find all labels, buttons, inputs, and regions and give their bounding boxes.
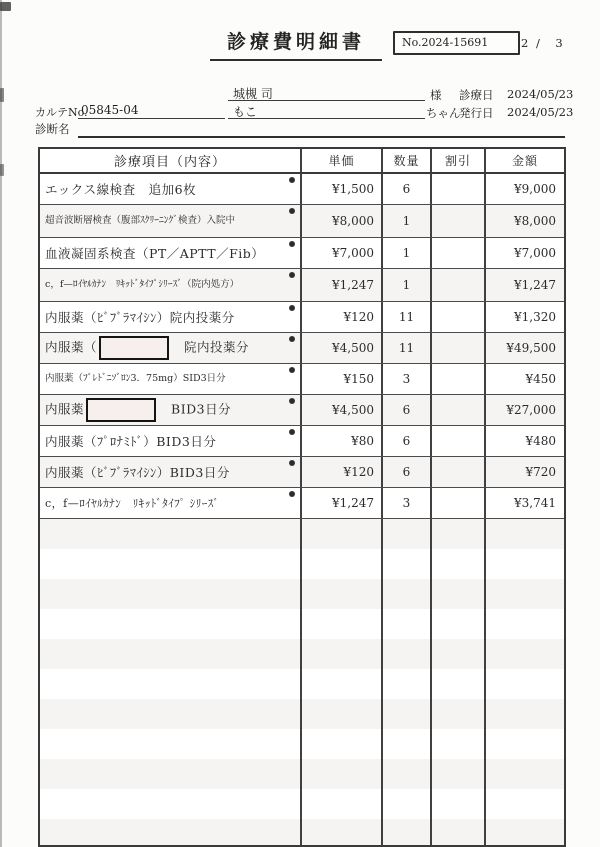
unit-price-cell: ¥4,500 bbox=[302, 333, 383, 363]
amount-cell bbox=[486, 639, 564, 669]
record-bullet-icon bbox=[289, 305, 295, 311]
quantity-cell bbox=[383, 549, 432, 579]
quantity-cell: 6 bbox=[383, 426, 432, 456]
amount-cell: ¥9,000 bbox=[514, 182, 556, 196]
table-row bbox=[40, 639, 564, 669]
item-text: 内服薬（ﾋﾞﾌﾞﾗﾏｲｼﾝ）院内投薬分 bbox=[45, 310, 235, 325]
quantity-cell bbox=[383, 609, 432, 639]
table-row bbox=[40, 729, 564, 759]
quantity-cell bbox=[383, 819, 432, 847]
amount-cell bbox=[486, 519, 564, 549]
record-bullet-icon bbox=[289, 241, 295, 247]
amount-cell bbox=[486, 579, 564, 609]
item-cell bbox=[40, 426, 302, 456]
record-bullet-icon bbox=[289, 336, 295, 342]
amount-cell: ¥450 bbox=[525, 372, 556, 386]
page-number: 2 / 3 bbox=[521, 36, 565, 50]
discount-cell bbox=[432, 302, 486, 332]
item-text: 血液凝固系検査（PT／APTT／Fib） bbox=[45, 246, 265, 261]
amount-cell bbox=[486, 669, 564, 699]
table-row bbox=[40, 819, 564, 847]
discount-cell bbox=[432, 269, 486, 301]
header-unit-price: 単価 bbox=[302, 149, 383, 172]
item-cell bbox=[40, 395, 302, 425]
record-bullet-icon bbox=[289, 208, 295, 214]
unit-price-cell bbox=[302, 729, 383, 759]
quantity-cell: 11 bbox=[383, 333, 432, 363]
item-cell bbox=[40, 819, 302, 847]
pet-name: もこ bbox=[233, 105, 258, 119]
quantity-cell: 6 bbox=[383, 395, 432, 425]
amount-cell bbox=[486, 609, 564, 639]
amount-cell bbox=[486, 699, 564, 729]
unit-price-cell bbox=[302, 639, 383, 669]
table-header-row bbox=[40, 149, 564, 174]
table-row bbox=[40, 579, 564, 609]
item-cell bbox=[40, 759, 302, 789]
quantity-cell bbox=[383, 519, 432, 549]
item-text: 内服薬 BID3日分 bbox=[45, 398, 231, 422]
scan-artifact bbox=[0, 164, 4, 176]
amount-cell: ¥720 bbox=[525, 465, 556, 479]
unit-price-cell bbox=[302, 549, 383, 579]
record-bullet-icon bbox=[289, 177, 295, 183]
page-title: 診療費明細書 bbox=[210, 27, 382, 61]
karte-no-label: カルテNo. bbox=[35, 106, 88, 119]
record-bullet-icon bbox=[289, 491, 295, 497]
discount-cell bbox=[432, 174, 486, 204]
item-text: 内服薬（ﾌﾟﾛﾅﾐﾄﾞ）BID3日分 bbox=[45, 434, 217, 449]
quantity-cell bbox=[383, 759, 432, 789]
unit-price-cell: ¥1,247 bbox=[302, 488, 383, 518]
amount-cell: ¥27,000 bbox=[506, 403, 556, 417]
pet-name-underline bbox=[228, 118, 425, 119]
item-text: c，f—ﾛｲﾔﾙｶﾅﾝ ﾘｷｯﾄﾞﾀｲﾌﾟｼﾘｰｽﾞ（院内処方） bbox=[45, 279, 240, 291]
record-bullet-icon bbox=[289, 429, 295, 435]
discount-cell bbox=[432, 549, 486, 579]
amount-cell: ¥7,000 bbox=[514, 246, 556, 260]
visit-date-label: 診療日 bbox=[459, 88, 494, 102]
discount-cell bbox=[432, 669, 486, 699]
discount-cell bbox=[432, 457, 486, 487]
quantity-cell bbox=[383, 579, 432, 609]
visit-date: 2024/05/23 bbox=[507, 87, 574, 101]
table-row bbox=[40, 549, 564, 579]
quantity-cell: 3 bbox=[383, 364, 432, 394]
unit-price-cell: ¥7,000 bbox=[302, 238, 383, 268]
pet-honorific: ちゃん bbox=[426, 106, 461, 120]
discount-cell bbox=[432, 333, 486, 363]
header-item: 診療項目（内容） bbox=[40, 149, 302, 172]
item-cell bbox=[40, 789, 302, 819]
table-row bbox=[40, 364, 564, 395]
table-row bbox=[40, 669, 564, 699]
diagnosis-label: 診断名 bbox=[35, 122, 70, 136]
unit-price-cell: ¥1,500 bbox=[302, 174, 383, 204]
quantity-cell: 11 bbox=[383, 302, 432, 332]
amount-cell: ¥49,500 bbox=[506, 341, 556, 355]
item-cell bbox=[40, 519, 302, 549]
amount-cell: ¥1,247 bbox=[514, 278, 556, 292]
discount-cell bbox=[432, 729, 486, 759]
item-text: エックス線検査 追加6枚 bbox=[45, 182, 197, 197]
scan-artifact bbox=[0, 88, 4, 102]
item-cell bbox=[40, 205, 302, 237]
item-cell bbox=[40, 269, 302, 301]
discount-cell bbox=[432, 205, 486, 237]
quantity-cell bbox=[383, 639, 432, 669]
item-cell bbox=[40, 579, 302, 609]
item-cell bbox=[40, 302, 302, 332]
item-cell bbox=[40, 174, 302, 204]
table-row bbox=[40, 488, 564, 519]
table-body bbox=[40, 174, 564, 847]
table-row bbox=[40, 269, 564, 302]
discount-cell bbox=[432, 488, 486, 518]
record-bullet-icon bbox=[289, 367, 295, 373]
discount-cell bbox=[432, 639, 486, 669]
discount-cell bbox=[432, 759, 486, 789]
diagnosis-underline bbox=[78, 136, 565, 138]
amount-cell bbox=[486, 759, 564, 789]
item-text: 内服薬（ﾌﾟﾚﾄﾞﾆｿﾞﾛﾝ3．75mg）SID3日分 bbox=[45, 373, 226, 385]
unit-price-cell bbox=[302, 669, 383, 699]
quantity-cell: 6 bbox=[383, 174, 432, 204]
table-row bbox=[40, 759, 564, 789]
karte-no-underline bbox=[78, 118, 225, 119]
redacted-text-box bbox=[99, 336, 169, 360]
item-cell bbox=[40, 364, 302, 394]
record-bullet-icon bbox=[289, 460, 295, 466]
discount-cell bbox=[432, 238, 486, 268]
item-cell bbox=[40, 488, 302, 518]
unit-price-cell bbox=[302, 759, 383, 789]
item-cell bbox=[40, 457, 302, 487]
redacted-text-box bbox=[86, 398, 156, 422]
table-row bbox=[40, 205, 564, 238]
quantity-cell bbox=[383, 789, 432, 819]
item-cell bbox=[40, 549, 302, 579]
item-cell bbox=[40, 639, 302, 669]
issue-date: 2024/05/23 bbox=[507, 105, 574, 119]
issue-date-label: 発行日 bbox=[459, 106, 494, 120]
unit-price-cell bbox=[302, 579, 383, 609]
unit-price-cell: ¥4,500 bbox=[302, 395, 383, 425]
table-row bbox=[40, 302, 564, 333]
fee-table bbox=[38, 147, 566, 847]
table-row bbox=[40, 395, 564, 426]
header-discount: 割引 bbox=[432, 149, 486, 172]
unit-price-cell bbox=[302, 699, 383, 729]
item-cell bbox=[40, 699, 302, 729]
item-cell bbox=[40, 333, 302, 363]
amount-cell bbox=[486, 819, 564, 847]
unit-price-cell: ¥120 bbox=[302, 457, 383, 487]
scan-artifact bbox=[0, 2, 11, 11]
owner-name-underline bbox=[228, 100, 425, 101]
amount-cell: ¥8,000 bbox=[514, 214, 556, 228]
quantity-cell: 6 bbox=[383, 457, 432, 487]
item-cell bbox=[40, 669, 302, 699]
table-row bbox=[40, 426, 564, 457]
unit-price-cell: ¥80 bbox=[302, 426, 383, 456]
owner-honorific: 様 bbox=[430, 88, 442, 102]
table-row bbox=[40, 699, 564, 729]
item-cell bbox=[40, 609, 302, 639]
unit-price-cell: ¥120 bbox=[302, 302, 383, 332]
unit-price-cell bbox=[302, 819, 383, 847]
amount-cell bbox=[486, 729, 564, 759]
unit-price-cell bbox=[302, 519, 383, 549]
quantity-cell: 3 bbox=[383, 488, 432, 518]
discount-cell bbox=[432, 609, 486, 639]
header-amount: 金額 bbox=[511, 154, 538, 168]
item-text: c，f—ﾛｲﾔﾙｶﾅﾝ ﾘｷｯﾄﾞﾀｲﾌﾟ ｼﾘｰｽﾞ bbox=[45, 497, 220, 510]
unit-price-cell: ¥150 bbox=[302, 364, 383, 394]
discount-cell bbox=[432, 364, 486, 394]
discount-cell bbox=[432, 579, 486, 609]
header-quantity: 数量 bbox=[383, 149, 432, 172]
discount-cell bbox=[432, 395, 486, 425]
quantity-cell bbox=[383, 669, 432, 699]
scan-edge-artifact bbox=[0, 0, 2, 847]
owner-name: 城槻 司 bbox=[233, 87, 273, 101]
quantity-cell: 1 bbox=[383, 238, 432, 268]
quantity-cell bbox=[383, 699, 432, 729]
table-row bbox=[40, 174, 564, 205]
item-text: 内服薬（ 院内投薬分 bbox=[45, 336, 249, 360]
discount-cell bbox=[432, 789, 486, 819]
record-bullet-icon bbox=[289, 272, 295, 278]
discount-cell bbox=[432, 519, 486, 549]
discount-cell bbox=[432, 426, 486, 456]
quantity-cell: 1 bbox=[383, 205, 432, 237]
amount-cell bbox=[486, 549, 564, 579]
table-row bbox=[40, 519, 564, 549]
document-number-box bbox=[393, 31, 520, 55]
table-row bbox=[40, 333, 564, 364]
item-text: 内服薬（ﾋﾞﾌﾞﾗﾏｲｼﾝ）BID3日分 bbox=[45, 465, 230, 480]
record-bullet-icon bbox=[289, 398, 295, 404]
amount-cell: ¥3,741 bbox=[514, 496, 556, 510]
table-row bbox=[40, 238, 564, 269]
unit-price-cell: ¥1,247 bbox=[302, 269, 383, 301]
unit-price-cell bbox=[302, 789, 383, 819]
table-row bbox=[40, 789, 564, 819]
amount-cell bbox=[486, 789, 564, 819]
item-cell bbox=[40, 729, 302, 759]
document-number: No.2024-15691 bbox=[402, 36, 489, 49]
quantity-cell bbox=[383, 729, 432, 759]
item-cell bbox=[40, 238, 302, 268]
unit-price-cell: ¥8,000 bbox=[302, 205, 383, 237]
amount-cell: ¥1,320 bbox=[514, 310, 556, 324]
unit-price-cell bbox=[302, 609, 383, 639]
quantity-cell: 1 bbox=[383, 269, 432, 301]
table-row bbox=[40, 457, 564, 488]
item-text: 超音波断層検査（腹部ｽｸﾘｰﾆﾝｸﾞ検査）入院中 bbox=[45, 215, 236, 227]
discount-cell bbox=[432, 699, 486, 729]
table-row bbox=[40, 609, 564, 639]
karte-no: 05845-04 bbox=[81, 103, 139, 117]
amount-cell: ¥480 bbox=[525, 434, 556, 448]
discount-cell bbox=[432, 819, 486, 847]
